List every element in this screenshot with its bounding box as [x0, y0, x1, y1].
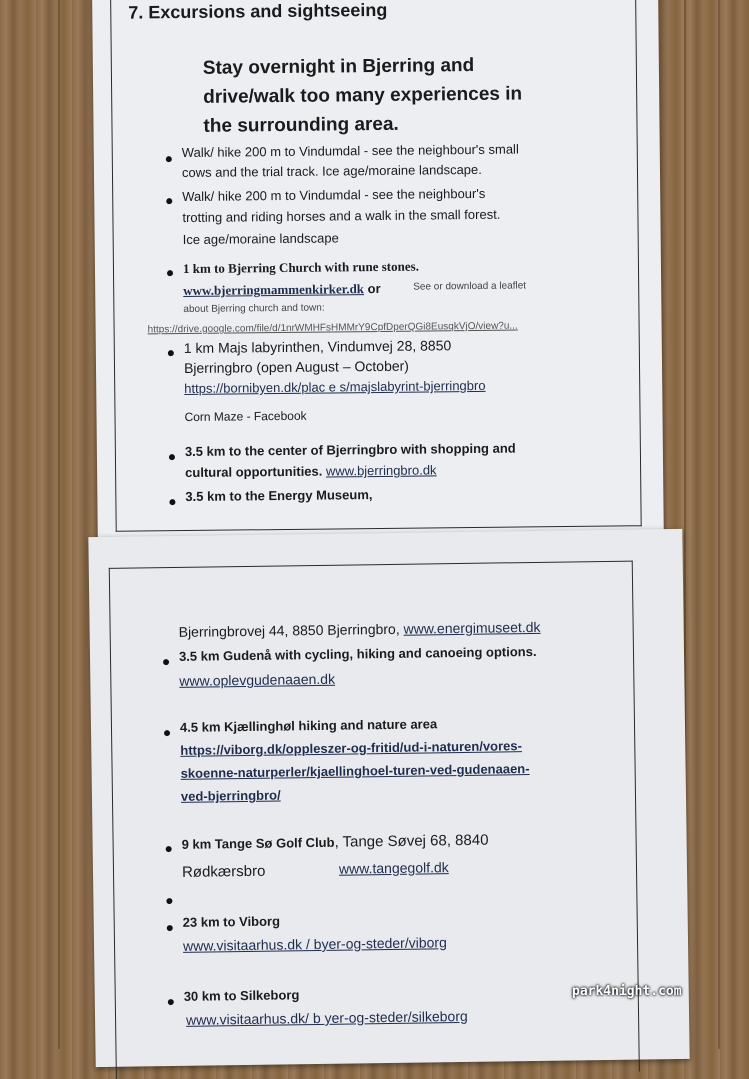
bullet [168, 999, 174, 1005]
golf-city: Rødkærsbro [181, 862, 266, 881]
gudena-link[interactable]: www.oplevgudenaaen.dk [179, 670, 336, 689]
item-gudena: 3.5 km Gudenå with cycling, hiking and canoeing options. [178, 643, 537, 664]
bullet [169, 454, 175, 460]
kjaellinghol-link[interactable]: skoenne-naturperler/kjaellinghoel-turen-ved-gudenaaen- [180, 761, 530, 781]
energy-address: Bjerringbrovej 44, 8850 Bjerringbro, [178, 620, 400, 640]
kjaellinghol-link[interactable]: ved-bjerringbro/ [180, 787, 281, 804]
bullet [166, 846, 172, 852]
leaflet-note: See or download a leaflet [413, 280, 527, 293]
bjerringbro-link[interactable]: www.bjerringbro.dk [325, 462, 437, 479]
bullet [169, 499, 175, 505]
labyrinth-link[interactable]: https://bornibyen.dk/plac e s/majslabyrint-bjerringbro [184, 377, 486, 397]
item-vindumdal-cows: cows and the trial track. Ice age/moraine landscape. [181, 161, 482, 181]
item-labyrinth: 1 km Majs labyrinthen, Vindumvej 28, 8850 [183, 337, 452, 357]
bullet [166, 198, 172, 204]
church-link[interactable]: www.bjerringmammenkirker.dk [183, 281, 365, 299]
item-viborg: 23 km to Viborg [182, 913, 281, 930]
intro-line: drive/walk too many experiences in [203, 83, 523, 108]
item-church: 1 km to Bjerring Church with rune stones. [182, 258, 419, 277]
drive-link[interactable]: https://drive.google.com/file/d/1nrWMHFsHMMrY9CpfDperQGi8EusqkVjO/view?u... [147, 320, 518, 336]
item-bjerringbro-center: 3.5 km to the center of Bjerringbro with shopping and [184, 440, 516, 460]
bullet [164, 730, 170, 736]
golf-address: , Tange Søvej 68, 8840 [334, 831, 489, 851]
silkeborg-link[interactable]: www.visitaarhus.dk/ b yer-og-steder/silkeborg [185, 1007, 468, 1028]
bullet [168, 350, 174, 356]
item-energy-museum: 3.5 km to the Energy Museum, [185, 487, 373, 505]
paper-sheet-top [92, 0, 664, 553]
watermark: park4night.com [572, 984, 682, 999]
intro-line: the surrounding area. [203, 113, 399, 137]
section-heading: 7. Excursions and sightseeing [128, 0, 388, 23]
leaflet-note: about Bjerring church and town: [183, 302, 325, 316]
bullet [167, 270, 173, 276]
bullet [167, 925, 173, 931]
bullet [163, 659, 169, 665]
item-vindumdal-cows: Walk/ hike 200 m to Vindumdal - see the neighbour's small [181, 141, 519, 161]
bullet [166, 898, 172, 904]
or-text: or [367, 280, 381, 297]
item-vindumdal-horses: Ice age/moraine landscape [182, 230, 339, 248]
golf-link[interactable]: www.tangegolf.dk [338, 859, 449, 877]
item-golf: 9 km Tange Sø Golf Club [181, 834, 335, 852]
energy-link[interactable]: www.energimuseet.dk [403, 618, 541, 637]
item-silkeborg: 30 km to Silkeborg [183, 987, 300, 1004]
kjaellinghol-link[interactable]: https://viborg.dk/oppleszer-og-fritid/ud-i-naturen/vores- [180, 738, 523, 758]
item-bjerringbro-center: cultural opportunities. [185, 463, 323, 481]
intro-line: Stay overnight in Bjerring and [202, 54, 475, 79]
corn-maze-facebook: Corn Maze - Facebook [184, 408, 307, 425]
item-labyrinth: Bjerringbro (open August – October) [183, 357, 409, 377]
item-vindumdal-horses: Walk/ hike 200 m to Vindumdal - see the neighbour's [182, 185, 486, 205]
bullet [166, 156, 172, 162]
item-kjaellinghol: 4.5 km Kjællinghøl hiking and nature area [179, 716, 438, 735]
item-vindumdal-horses: trotting and riding horses and a walk in the small forest. [182, 206, 501, 226]
viborg-link[interactable]: www.visitaarhus.dk / byer-og-steder/viborg [182, 934, 447, 954]
